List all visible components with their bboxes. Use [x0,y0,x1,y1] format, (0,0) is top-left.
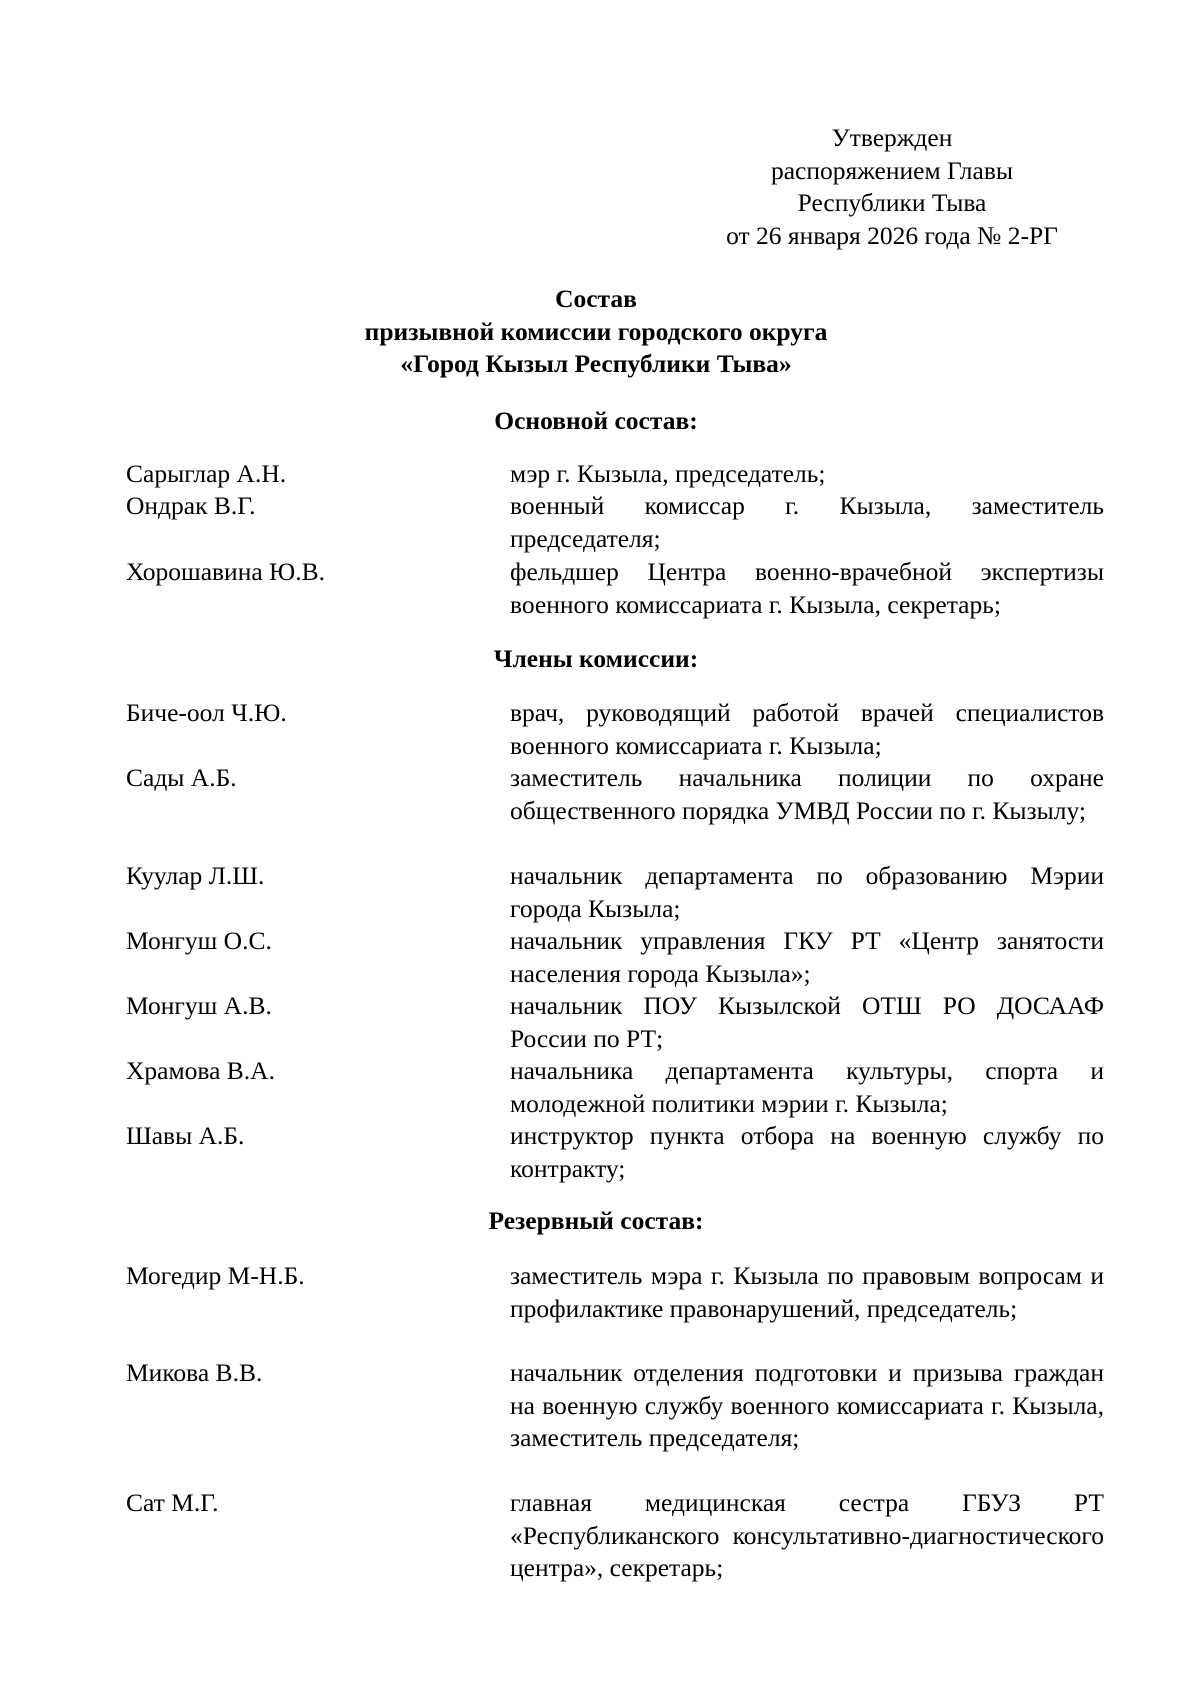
member-role: врач, руководящий работой врачей специалистов военного комиссариата г. Кызыла; [510,698,1104,760]
member-role: главная медицинская сестра ГБУЗ РТ «Республиканского консультативно-диагностического центра», секретарь; [510,1488,1104,1582]
title-line: призывной комиссии городского округа [364,316,828,346]
member-role: военный комиссар г. Кызыла, заместитель председателя; [510,491,1104,553]
approval-line: распоряжением Главы [770,155,1014,185]
member-role: начальник управления ГКУ РТ «Центр занятости населения города Кызыла»; [510,926,1104,988]
title-line: «Город Кызыл Республики Тыва» [400,349,792,378]
member-role: заместитель начальника полиции по охране общественного порядка УМВД России по г. Кызылу; [510,763,1104,825]
member-role: заместитель мэра г. Кызыла по правовым вопросам и профилактике правонарушений, председатель; [510,1261,1104,1323]
member-name: Монгуш О.С. [126,926,272,955]
section-heading-reserve: Резервный состав: [488,1206,704,1235]
member-name: Сарыглар А.Н. [126,459,287,488]
member-role: фельдшер Центра военно-врачебной экспертизы военного комиссариата г. Кызыла, секретарь; [510,557,1104,619]
section-heading-main: Основной состав: [494,406,698,435]
member-role: начальник ПОУ Кызылской ОТШ РО ДОСААФ России по РТ; [510,991,1104,1053]
member-name: Ондрак В.Г. [126,491,256,520]
member-name: Биче-оол Ч.Ю. [126,698,287,727]
member-name: Шавы А.Б. [126,1121,245,1150]
member-name: Монгуш А.В. [126,991,272,1020]
document-title [300,283,892,381]
approval-stamp [700,122,1084,252]
approval-line: от 26 января 2026 года № 2-РГ [726,220,1058,250]
member-role: начальник отделения подготовки и призыва граждан на военную службу военного комиссариата г. Кызыла, заместитель председателя; [510,1358,1104,1452]
member-name: Куулар Л.Ш. [126,861,265,890]
member-name: Сат М.Г. [126,1488,219,1517]
member-name: Микова В.В. [126,1358,263,1387]
member-name: Могедир М-Н.Б. [126,1261,305,1290]
member-role: начальник департамента по образованию Мэрии города Кызыла; [510,861,1104,923]
member-role: начальника департамента культуры, спорта и молодежной политики мэрии г. Кызыла; [510,1056,1104,1118]
member-name: Сады А.Б. [126,763,237,792]
approval-line: Республики Тыва [797,188,987,217]
approval-line: Утвержден [831,123,953,152]
title-line: Состав [555,284,637,313]
member-role: мэр г. Кызыла, председатель; [510,459,826,488]
section-heading-commission: Члены комиссии: [493,644,699,673]
member-name: Храмова В.А. [126,1056,275,1085]
member-name: Хорошавина Ю.В. [126,557,326,586]
member-role: инструктор пункта отбора на военную службу по контракту; [510,1121,1104,1183]
